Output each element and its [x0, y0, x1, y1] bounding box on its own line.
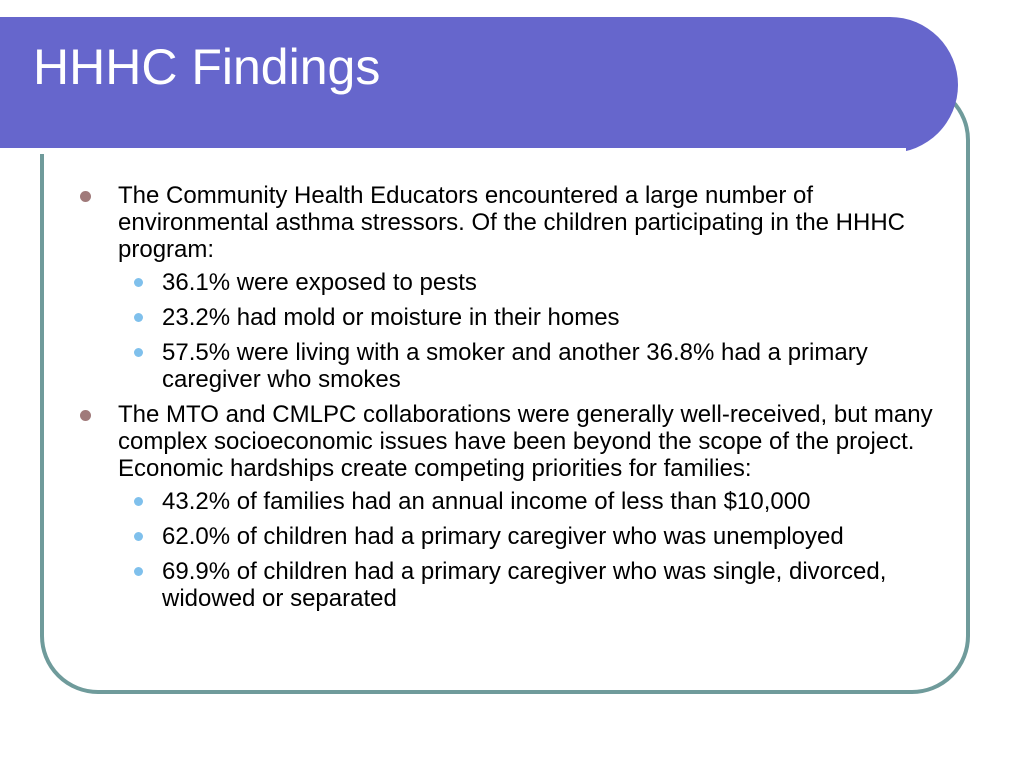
sub-bullet-item	[118, 304, 968, 331]
bullet-dot-icon	[80, 191, 91, 202]
sub-bullet-text: 57.5% were living with a smoker and another 36.8% had a primary caregiver who smokes	[162, 339, 868, 393]
sub-bullet-text: 43.2% of families had an annual income of less than $10,000	[162, 488, 811, 515]
sub-bullet-item	[118, 523, 968, 550]
sub-bullet-list	[118, 269, 968, 393]
bullet-item	[78, 182, 968, 393]
title-underline	[0, 148, 906, 154]
sub-bullet-text: 23.2% had mold or moisture in their homes	[162, 304, 620, 331]
sub-bullet-dot-icon	[134, 567, 143, 576]
slide-title: HHHC Findings	[33, 39, 381, 95]
sub-bullet-dot-icon	[134, 532, 143, 541]
sub-bullet-list	[118, 488, 968, 612]
sub-bullet-text: 62.0% of children had a primary caregiver who was unemployed	[162, 523, 844, 550]
sub-bullet-item	[118, 488, 968, 515]
sub-bullet-dot-icon	[134, 313, 143, 322]
sub-bullet-text: 69.9% of children had a primary caregiver who was single, divorced, widowed or separated	[162, 558, 887, 612]
bullet-dot-icon	[80, 410, 91, 421]
sub-bullet-item	[118, 558, 968, 612]
sub-bullet-dot-icon	[134, 278, 143, 287]
sub-bullet-dot-icon	[134, 348, 143, 357]
sub-bullet-dot-icon	[134, 497, 143, 506]
bullet-list	[78, 182, 968, 620]
sub-bullet-item	[118, 339, 968, 393]
bullet-text: The MTO and CMLPC collaborations were generally well-received, but many complex socioeconomic issues have been beyond the scope of the project. Economic hardships create competing priorities for families:	[118, 401, 933, 482]
sub-bullet-text: 36.1% were exposed to pests	[162, 269, 477, 296]
bullet-text: The Community Health Educators encountered a large number of environmental asthma stressors. Of the children participating in the HHHC program:	[118, 182, 906, 263]
bullet-item	[78, 401, 968, 612]
sub-bullet-item	[118, 269, 968, 296]
